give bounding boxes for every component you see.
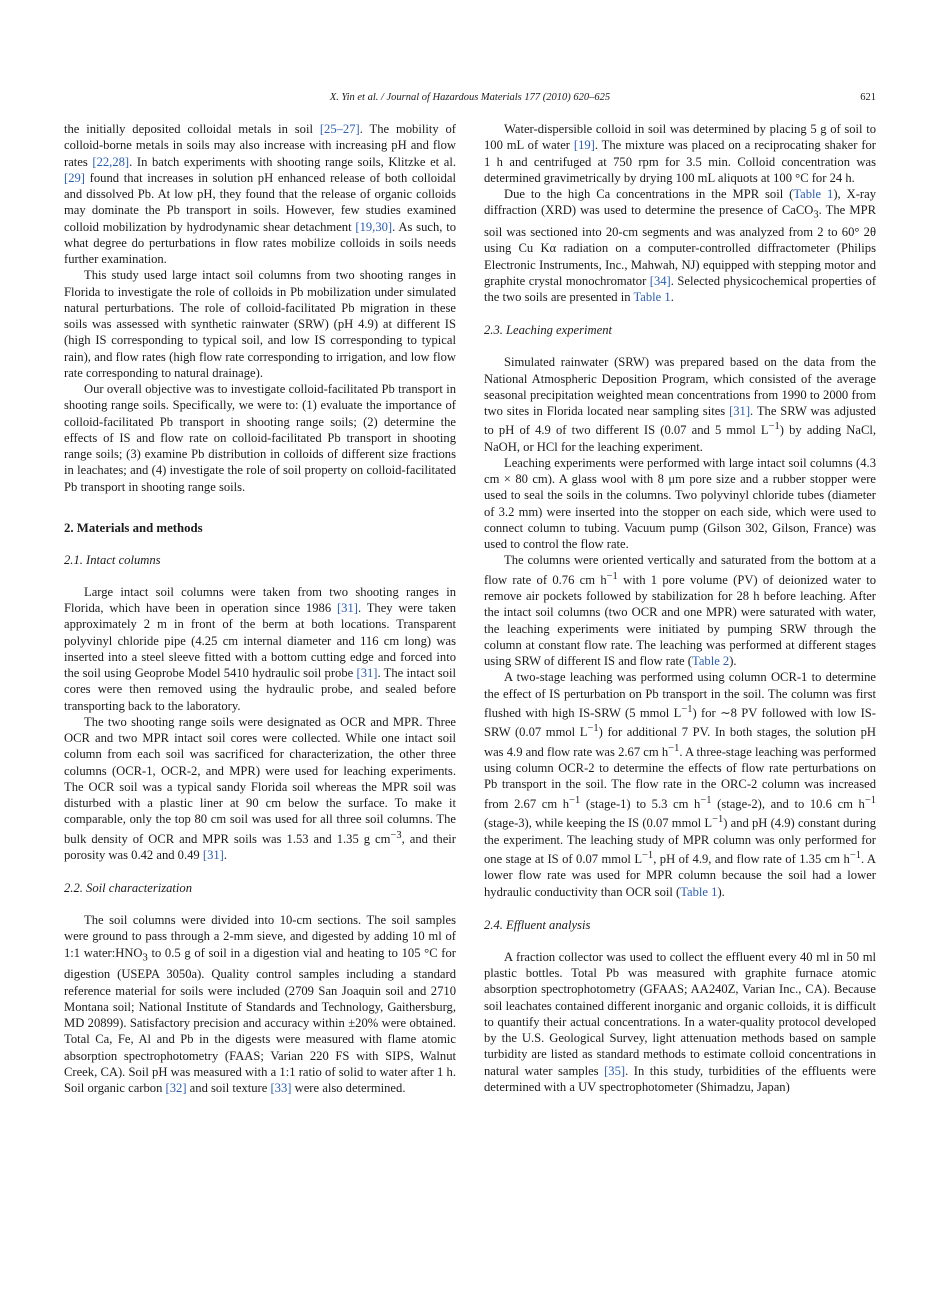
paragraph-column-saturation: The columns were oriented vertically and saturated from the bottom at a flow rate of 0.76 cm $h^{-1}$ with 1 pore volume (PV) of deionized water to remove air pockets followed by stabilization for 28 h before leaching. After the intact soil columns (two OCR and one MPR) were saturated with water, the leaching experiments were initiated by pumping SRW through the column at constant flow rate. The leaching was performed at different stages using SRW of different IS and flow rate (Table 2).: [484, 553, 876, 669]
table-link[interactable]: Table 1: [793, 187, 834, 201]
citation-link[interactable]: [33]: [270, 1081, 292, 1096]
paragraph-soil-designation: The two shooting range soils were designated as OCR and MPR. Three OCR and two MPR intact soil cores were collected. While one intact soil column from each soil was sacrificed for characterization, the other three columns (OCR-1, OCR-2, and MPR) were used for leaching experiments. The OCR soil was a typical sandy Florida soil whereas the MPR soil was disturbed with a plastic liner at 90 cm below the surface. To make it comparable, only the top 80 cm soil was used for all three soil columns. The bulk density of OCR and MPR soils was 1.53 and 1.35 g $cm^{-3}$, and their porosity was 0.42 and 0.49 [31].: [64, 714, 456, 862]
paragraph-effluent-analysis: A fraction collector was used to collect the effluent every 40 ml in 50 ml plastic bottles. Total Pb was measured with graphite furnace atomic absorption spectrophotometry (GFAAS; AA240Z, Varian Inc., CA). Because soil leachates contained different inorganic and organic colloids, it is difficult to quantify their actual concentrations. In a water-quality protocol developed by the U.S. Geological Survey, light attenuation methods based on sample turbidity are listed as standard methods to estimate colloid concentrations in natural water samples [35]. In this study, turbidities of the effluents were determined with a UV spectrophotometer (Shimadzu, Japan): [484, 949, 877, 1094]
citation-link[interactable]: [25–27]: [319, 122, 360, 136]
paragraph-objectives: Our overall objective was to investigate colloid-facilitated Pb transport in shooting range soils. Specifically, we were to: (1) evaluate the importance of colloid-facilitated Pb transport in shooting range soils; (2) determine the effects of IS and flow rate on colloid-facilitated Pb transport in shooting range soils; (3) examine Pb distribution in colloids of different size fractions in leachates; and (4) investigate the role of soil property on colloid-facilitated Pb transport in shooting range soils.: [64, 382, 456, 494]
citation-link[interactable]: [32]: [165, 1081, 187, 1096]
subsection-heading-intact-columns: 2.1. Intact columns: [64, 552, 161, 567]
citation-link[interactable]: [31]: [729, 404, 751, 419]
section-heading-materials: 2. Materials and methods: [64, 520, 203, 535]
paragraph-xrd: Due to the high Ca concentrations in the MPR soil (Table 1), X-ray diffraction (XRD) was used to determine the presence of CaCO$_3$. The MPR soil was sectioned into 20-cm segments and was analyzed from 2 to 60° 2θ using Cu Kα radiation on a computer-controlled diffractometer (Philips Electronic Instruments, Inc., Mahwah, NJ) equipped with stepping motor and graphite crystal monochromator [34]. Selected physicochemical properties of the two soils are presented in Table 1.: [484, 187, 877, 305]
paragraph-staged-leaching: A two-stage leaching was performed using column OCR-1 to determine the effect of IS perturbation on Pb transport in the soil. The column was first flushed with high IS-SRW (5 mmol $L^{-1}$) for ∼8 PV followed with low IS-SRW (0.07 mmol $L^{-1}$) for additional 7 PV. In both stages, the solution pH was 4.9 and flow rate was 2.67 cm $h^{-1}$. A three-stage leaching was performed using column OCR-2 to determine the effects of flow rate perturbations on Pb transport in the soil. The flow rate in the ORC-2 column was increased from 2.67 cm $h^{-1}$ (stage-1) to 5.3 cm $h^{-1}$ (stage-2), and to 10.6 cm $h^{-1}$ (stage-3), while keeping the IS (0.07 mmol $L^{-1}$) and pH (4.9) constant during the experiment. The leaching study of MPR column was only performed for one stage at IS of 0.07 mmol $L^{-1}$, pH of 4.9, and flow rate of 1.35 cm $h^{-1}$. A lower flow rate was used for MPR column because the soil had a lower hydraulic conductivity than OCR soil (Table 1).: [484, 670, 876, 899]
paragraph-water-dispersible-colloid: Water-dispersible colloid in soil was determined by placing 5 g of soil to 100 mL of water [19]. The mixture was placed on a reciprocating shaker for 1 h and centrifuged at 750 rpm for 3.5 min. Colloid concentration was determined gravimetrically by drying 100 mL aliquots at 100 °C for 24 h.: [484, 122, 877, 185]
paragraph-simulated-rainwater: Simulated rainwater (SRW) was prepared based on the data from the National Atmospheric Deposition Program, which consisted of the average seasonal precipitation weighted mean concentrations from 1990 to 2000 from two sites in Florida located near sampling sites [31]. The SRW was adjusted to pH of 4.9 of two different IS (0.07 and 5 mmol $L^{-1}$) by adding NaCl, NaOH, or HCl for the leaching experiment.: [484, 355, 876, 454]
citation-link[interactable]: [35]: [604, 1063, 626, 1078]
page-number: 621: [860, 92, 876, 103]
paragraph-leaching-setup: Leaching experiments were performed with large intact soil columns (4.3 cm × 80 cm). A glass wool with 8 μm pore size and a rubber stopper were used to seal the soils in the columns. Two polyvinyl chloride tubes (diameter of 3.2 mm) were inserted into the stopper on each side, which were used to connect column to tubing. Vacuum pump (Gilson 302, Gilson, France) was used to control the flow rate.: [484, 455, 876, 552]
subsection-heading-effluent: 2.4. Effluent analysis: [484, 917, 591, 932]
journal-citation: X. Yin et al. / Journal of Hazardous Materials 177 (2010) 620–625: [329, 92, 611, 103]
citation-link[interactable]: [19,30]: [355, 219, 393, 234]
table-link[interactable]: Table 1: [680, 884, 718, 899]
citation-link[interactable]: [31]: [336, 601, 358, 615]
citation-link[interactable]: [31]: [202, 847, 224, 862]
citation-link[interactable]: [29]: [64, 170, 85, 185]
citation-link[interactable]: [19]: [573, 138, 595, 153]
paragraph-study-scope: This study used large intact soil columns from two shooting ranges in Florida to investigate the role of colloids in Pb mobilization under simulated natural perturbations. The role of colloid-facilitated Pb migration in these soils was assessed with synthetic rainwater (SRW) (pH 4.9) at different IS (high IS corresponding to typical soil, and low IS corresponding to typical rain), and flow rates (high flow rate corresponding to irrigation, and low flow rate corresponding to natural drainage).: [64, 268, 456, 380]
paragraph-soil-characterization: The soil columns were divided into 10-cm sections. The soil samples were ground to pass through a 2-mm sieve, and digested by adding 10 ml of 1:1 $water:HNO_3$ to 0.5 g of soil in a digestion vial and heating to 105 °C for digestion (USEPA 3050a). Quality control samples including a standard reference material for soils were included (2709 San Joaquin soil and 2710 Montana soil; National Institute of Standards and Technology, Gaithersburg, MD 20899). Satisfactory precision and accuracy within ±20% were obtained. Total Ca, Fe, Al and Pb in the digests were measured with flame atomic absorption spectrophotometry (FAAS; Varian 220 FS with SIPS, Walnut Creek, CA). Soil pH was measured with a 1:1 ratio of solid to water after 1 h. Soil organic carbon [32] and soil texture [33] were also determined.: [64, 913, 456, 1096]
paragraph-intact-columns: Large intact soil columns were taken from two shooting ranges in Florida, which have been in operation since 1986 [31]. They were taken approximately 2 m in front of the berm at both locations. Transparent polyvinyl chloride pipe (4.25 cm internal diameter and 116 cm long) was inserted into a steel sleeve fitted with a bottom cutting edge and forced into the soil using Geoprobe Model 5410 hydraulic soil probe [31]. The intact soil cores were then removed using the hydraulic probe, and sealed before transporting back to the laboratory.: [64, 584, 456, 713]
table-link[interactable]: Table 2: [692, 654, 730, 669]
subsection-heading-leaching: 2.3. Leaching experiment: [484, 323, 613, 338]
right-column: [484, 121, 876, 1095]
paragraph-intro-continued: the initially deposited colloidal metals in soil [25–27]. The mobility of colloid-borne metals in soils may also increase with increasing pH and flow rates [22,28]. In batch experiments with shooting range soils, Klitzke et al. [29] found that increases in solution pH enhanced release of both colloidal and dissolved Pb. At low pH, they found that the release of organic colloids may dominate the Pb transport in soils. However, few studies examined colloid mobilization by hydrodynamic shear detachment [19,30]. As such, to what degree do perturbations in flow rates mobilize colloids in soils needs further examination.: [64, 122, 457, 266]
left-column: [64, 121, 456, 1096]
running-header: [64, 92, 876, 108]
subsection-heading-soil-characterization: 2.2. Soil characterization: [64, 881, 193, 896]
citation-link[interactable]: [34]: [649, 273, 671, 288]
table-link[interactable]: Table 1: [633, 290, 671, 305]
citation-link[interactable]: [31]: [356, 666, 378, 680]
citation-link[interactable]: [22,28]: [92, 154, 130, 169]
